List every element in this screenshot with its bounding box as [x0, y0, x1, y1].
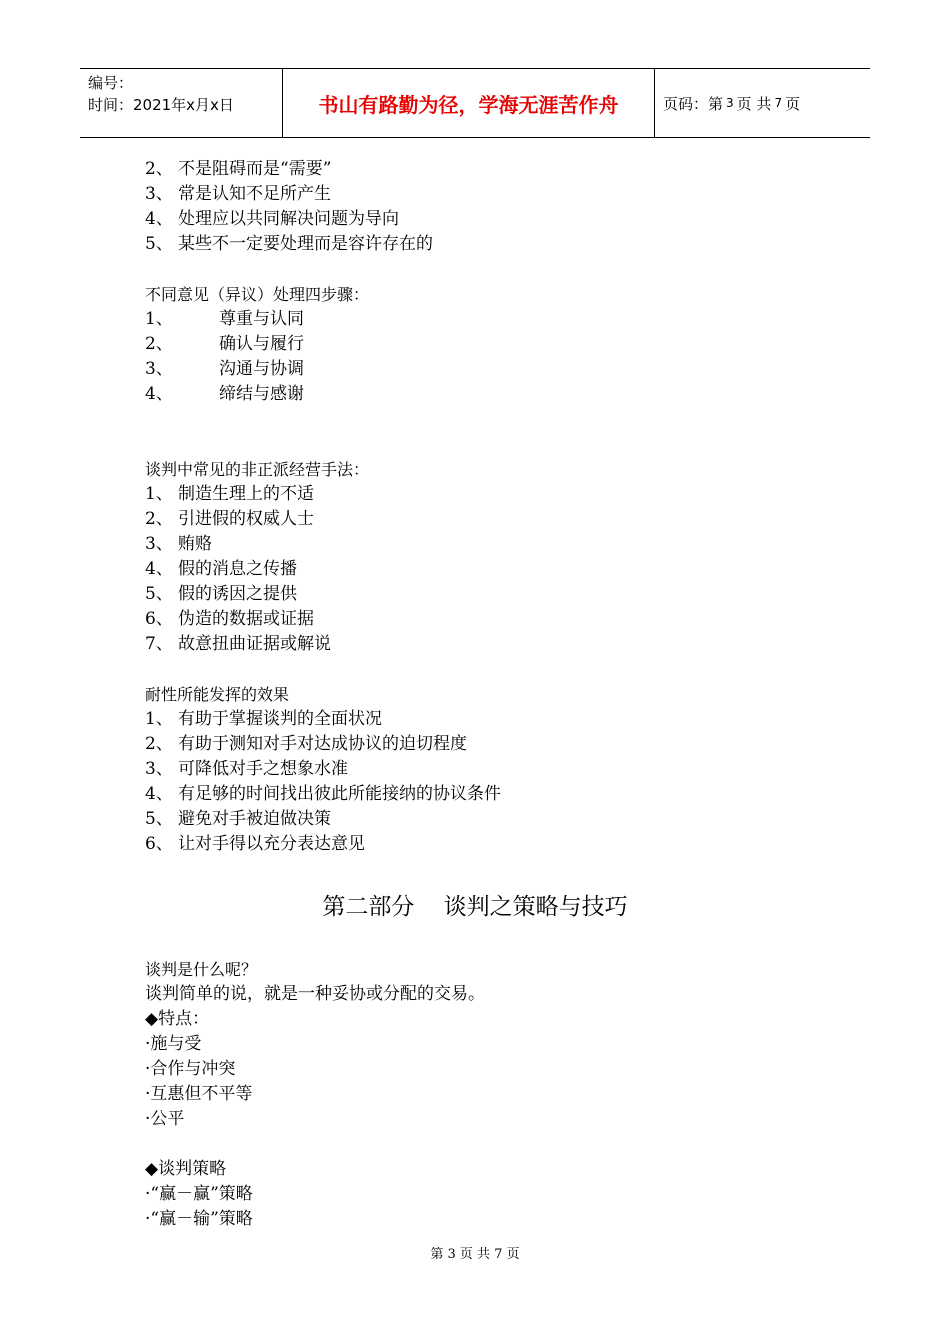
strategy-item: ·“赢－输”策略	[145, 1209, 253, 1229]
tactics-list	[145, 482, 845, 657]
patience-list	[145, 707, 845, 857]
list-item: 5、 避免对手被迫做决策	[145, 809, 331, 829]
page-footer: 第 3 页 共 7 页	[430, 1247, 520, 1262]
list-item: 2、 不是阻碍而是“需要”	[145, 159, 332, 179]
list-item: 3、 常是认知不足所产生	[145, 184, 331, 204]
top-list	[145, 157, 845, 257]
definition-text: 谈判简单的说，就是一种妥协或分配的交易。	[145, 984, 485, 1004]
strategy-item: ·“赢－赢”策略	[145, 1184, 253, 1204]
list-item: 7、 故意扭曲证据或解说	[145, 634, 331, 654]
list-item: 1、 尊重与认同	[145, 309, 304, 329]
list-item: 6、 伪造的数据或证据	[145, 609, 314, 629]
list-item: 4、 缔结与感谢	[145, 384, 304, 404]
section-heading-steps: 不同意见（异议）处理四步骤：	[145, 285, 370, 304]
page-suffix: 页	[785, 94, 801, 113]
strategy-label: ◆谈判策略	[145, 1159, 227, 1179]
section-heading-what: 谈判是什么呢？	[145, 960, 258, 979]
page-prefix: 页码：第	[663, 94, 724, 113]
list-item: 3、 可降低对手之想象水准	[145, 759, 348, 779]
steps-list	[145, 307, 845, 407]
list-item: 2、 引进假的权威人士	[145, 509, 314, 529]
list-item: 3、 贿赂	[145, 534, 212, 554]
list-item: 2、 确认与履行	[145, 334, 304, 354]
list-item: 3、 沟通与协调	[145, 359, 304, 379]
list-item: 1、 制造生理上的不适	[145, 484, 314, 504]
page-current: 3	[726, 96, 734, 110]
section-heading-tactics: 谈判中常见的非正派经营手法：	[145, 460, 370, 479]
list-item: 5、 假的诱因之提供	[145, 584, 297, 604]
section-heading-patience: 耐性所能发挥的效果	[145, 685, 290, 704]
features-label: ◆特点：	[145, 1009, 210, 1029]
list-item: 4、 假的消息之传播	[145, 559, 297, 579]
page-mid: 页 共	[736, 94, 772, 113]
section-title: 第二部分 谈判之策略与技巧	[322, 894, 628, 920]
header-page-info	[655, 69, 870, 137]
feature-item: ·施与受	[145, 1034, 202, 1054]
document-body	[145, 157, 845, 857]
list-item: 4、 处理应以共同解决问题为导向	[145, 209, 399, 229]
list-item: 6、 让对手得以充分表达意见	[145, 834, 365, 854]
feature-item: ·互惠但不平等	[145, 1084, 253, 1104]
header-time-label: 时间：2021年x月x日	[88, 96, 234, 114]
page-total: 7	[774, 96, 783, 110]
part-two-body	[145, 957, 845, 1232]
list-item: 1、 有助于掌握谈判的全面状况	[145, 709, 382, 729]
list-item: 2、 有助于测知对手对达成协议的迫切程度	[145, 734, 467, 754]
header-motto: 书山有路勤为径，学海无涯苦作舟	[282, 69, 655, 137]
header-info	[80, 69, 282, 137]
list-item: 5、 某些不一定要处理而是容许存在的	[145, 234, 433, 254]
header-number-label: 编号：	[88, 74, 134, 92]
page-header	[80, 68, 870, 138]
feature-item: ·公平	[145, 1109, 185, 1129]
feature-item: ·合作与冲突	[145, 1059, 236, 1079]
list-item: 4、 有足够的时间找出彼此所能接纳的协议条件	[145, 784, 501, 804]
